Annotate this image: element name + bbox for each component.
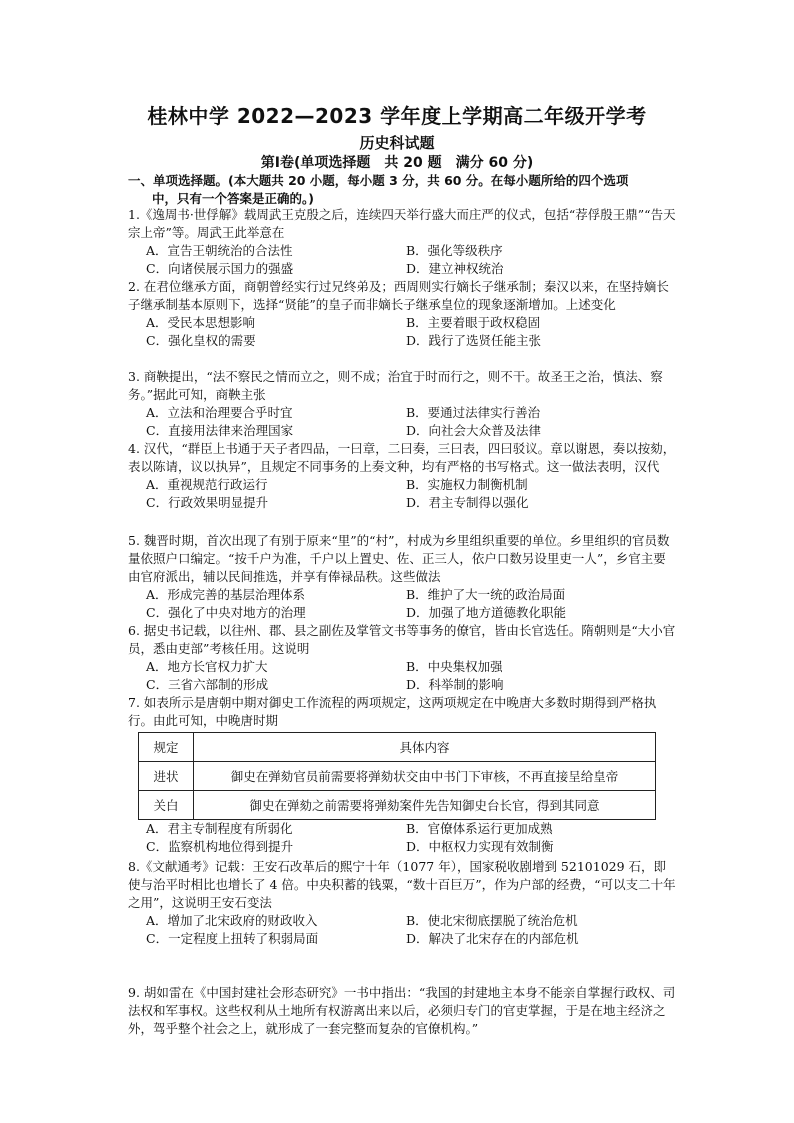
question-options — [128, 586, 676, 622]
question-stem: 3. 商鞅提出，“法不察民之情而立之，则不成；治宜于时而行之，则不干。故圣王之治，慎法、察务。”据此可知，商鞅主张 — [128, 369, 663, 402]
option-c[interactable]: C．行政效果明显提升 — [146, 495, 269, 510]
option-b[interactable]: B．强化等级秩序 — [406, 243, 503, 258]
question-stem: 9. 胡如雷在《中国封建社会形态研究》一书中指出：“我国的封建地主本身不能亲自掌握行政权、司法权和军事权。这些权利从土地所有权游离出来以后，必须归专门的官吏掌握，于是在地主经济之外，驾乎整个社会之上，就形成了一套完整而复杂的官僚机构。” — [128, 985, 676, 1036]
question-9 — [128, 984, 676, 1038]
option-b[interactable]: B．实施权力制衡机制 — [406, 477, 528, 492]
option-c[interactable]: C．向诸侯展示国力的强盛 — [146, 261, 294, 276]
question-8 — [128, 858, 676, 948]
question-7-table — [138, 732, 656, 820]
option-b[interactable]: B．主要着眼于政权稳固 — [406, 315, 541, 330]
question-6 — [128, 622, 676, 694]
question-stem: 6. 据史书记载，以往州、郡、县之副佐及掌管文书等事务的僚官，皆由长官选任。隋朝则是“大小官员，悉由吏部”考核任用。这说明 — [128, 623, 676, 656]
table-row — [139, 791, 656, 820]
part-heading: 第Ⅰ卷(单项选择题 共 20 题 满分 60 分) — [260, 155, 534, 171]
table-header-cell: 具体内容 — [194, 733, 656, 762]
question-options — [128, 314, 676, 350]
option-d[interactable]: D．践行了选贤任能主张 — [406, 333, 542, 348]
table-cell: 进状 — [139, 762, 194, 791]
exam-subtitle: 历史科试题 — [359, 134, 435, 152]
table-header-cell: 规定 — [139, 733, 194, 762]
question-4 — [128, 440, 676, 512]
option-a[interactable]: A．君主专制程度有所弱化 — [146, 821, 293, 836]
option-b[interactable]: B．维护了大一统的政治局面 — [406, 587, 566, 602]
question-stem: 7. 如表所示是唐朝中期对御史工作流程的两项规定，这两项规定在中晚唐大多数时期得到严格执行。由此可知，中晚唐时期 — [128, 695, 657, 728]
question-options — [128, 912, 676, 948]
option-c[interactable]: C．一定程度上扭转了积弱局面 — [146, 931, 319, 946]
question-stem: 4. 汉代，“群臣上书通于天子者四品，一曰章，二曰奏，三曰表，四曰驳议。章以谢恩，奏以按劾，表以陈请，议以执异”，且规定不同事务的上奏文种，均有严格的书写格式。这一做法表明，汉代 — [128, 441, 676, 474]
question-2 — [128, 278, 676, 350]
option-c[interactable]: C．直接用法律来治理国家 — [146, 423, 294, 438]
option-a[interactable]: A．宣告王朝统治的合法性 — [146, 243, 293, 258]
question-options — [128, 404, 676, 440]
option-d[interactable]: D．科举制的影响 — [406, 677, 504, 692]
section-line-2: 中，只有一个答案是正确的。) — [152, 191, 314, 206]
option-b[interactable]: B．中央集权加强 — [406, 659, 503, 674]
section-instructions — [128, 172, 668, 208]
table-cell: 御史在弹劾官员前需要将弹劾状交由中书门下审核，不再直接呈给皇帝 — [194, 762, 656, 791]
option-d[interactable]: D．建立神权统治 — [406, 261, 504, 276]
option-b[interactable]: B．使北宋彻底摆脱了统治危机 — [406, 913, 578, 928]
question-3 — [128, 368, 676, 440]
question-options — [128, 242, 676, 278]
option-a[interactable]: A．形成完善的基层治理体系 — [146, 587, 306, 602]
table-cell: 御史在弹劾之前需要将弹劾案件先告知御史台长官，得到其同意 — [194, 791, 656, 820]
exam-title: 桂林中学 2022—2023 学年度上学期高二年级开学考 — [147, 104, 647, 128]
option-b[interactable]: B．要通过法律实行善治 — [406, 405, 541, 420]
option-a[interactable]: A．重视规范行政运行 — [146, 477, 268, 492]
table-row — [139, 762, 656, 791]
question-stem: 2. 在君位继承方面，商朝曾经实行过兄终弟及；西周则实行嫡长子继承制；秦汉以来，在坚持嫡长子继承制基本原则下，选择“贤能”的皇子而非嫡长子继承皇位的现象逐渐增加。上述变化 — [128, 279, 669, 312]
question-stem: 1.《逸周书·世俘解》载周武王克殷之后，连续四天举行盛大而庄严的仪式，包括“荐俘殷王鼎”“告天宗上帝”等。周武王此举意在 — [128, 207, 676, 240]
table-header-row — [139, 733, 656, 762]
table-cell: 关白 — [139, 791, 194, 820]
option-d[interactable]: D．向社会大众普及法律 — [406, 423, 542, 438]
question-1 — [128, 206, 676, 278]
question-7-options-block — [128, 820, 676, 856]
question-stem: 5. 魏晋时期，首次出现了有别于原来“里”的“村”，村成为乡里组织重要的单位。乡里组织的官员数量依照户口编定。“按千户为准，千户以上置史、佐、正三人，依户口数另设里吏一人”，乡官主要由官府派出，辅以民间推选，并享有俸禄品秩。这些做法 — [128, 533, 670, 584]
option-a[interactable]: A．增加了北宋政府的财政收入 — [146, 913, 318, 928]
option-a[interactable]: A．地方长官权力扩大 — [146, 659, 268, 674]
option-d[interactable]: D．解决了北宋存在的内部危机 — [406, 931, 579, 946]
question-stem: 8.《文献通考》记载：王安石改革后的熙宁十年（1077 年），国家税收剧增到 52101029 石，即使与治平时相比也增长了 4 倍。中央积蓄的钱粟，“数十百巨万”，作为户部的经费，“可以支二十年之用”，这说明王安石变法 — [128, 859, 676, 910]
option-d[interactable]: D．君主专制得以强化 — [406, 495, 529, 510]
question-5 — [128, 532, 676, 622]
option-c[interactable]: C．三省六部制的形成 — [146, 677, 269, 692]
option-c[interactable]: C．监察机构地位得到提升 — [146, 839, 294, 854]
option-a[interactable]: A．受民本思想影响 — [146, 315, 256, 330]
question-options — [128, 820, 676, 856]
option-c[interactable]: C．强化了中央对地方的治理 — [146, 605, 306, 620]
option-d[interactable]: D．中枢权力实现有效制衡 — [406, 839, 554, 854]
option-a[interactable]: A．立法和治理要合乎时宜 — [146, 405, 293, 420]
option-c[interactable]: C．强化皇权的需要 — [146, 333, 256, 348]
question-options — [128, 476, 676, 512]
question-options — [128, 658, 676, 694]
section-line-1: 一、单项选择题。(本大题共 20 小题，每小题 3 分，共 60 分。在每小题所给的四个选项 — [128, 173, 629, 188]
option-d[interactable]: D．加强了地方道德教化职能 — [406, 605, 567, 620]
question-7 — [128, 694, 676, 730]
option-b[interactable]: B．官僚体系运行更加成熟 — [406, 821, 553, 836]
